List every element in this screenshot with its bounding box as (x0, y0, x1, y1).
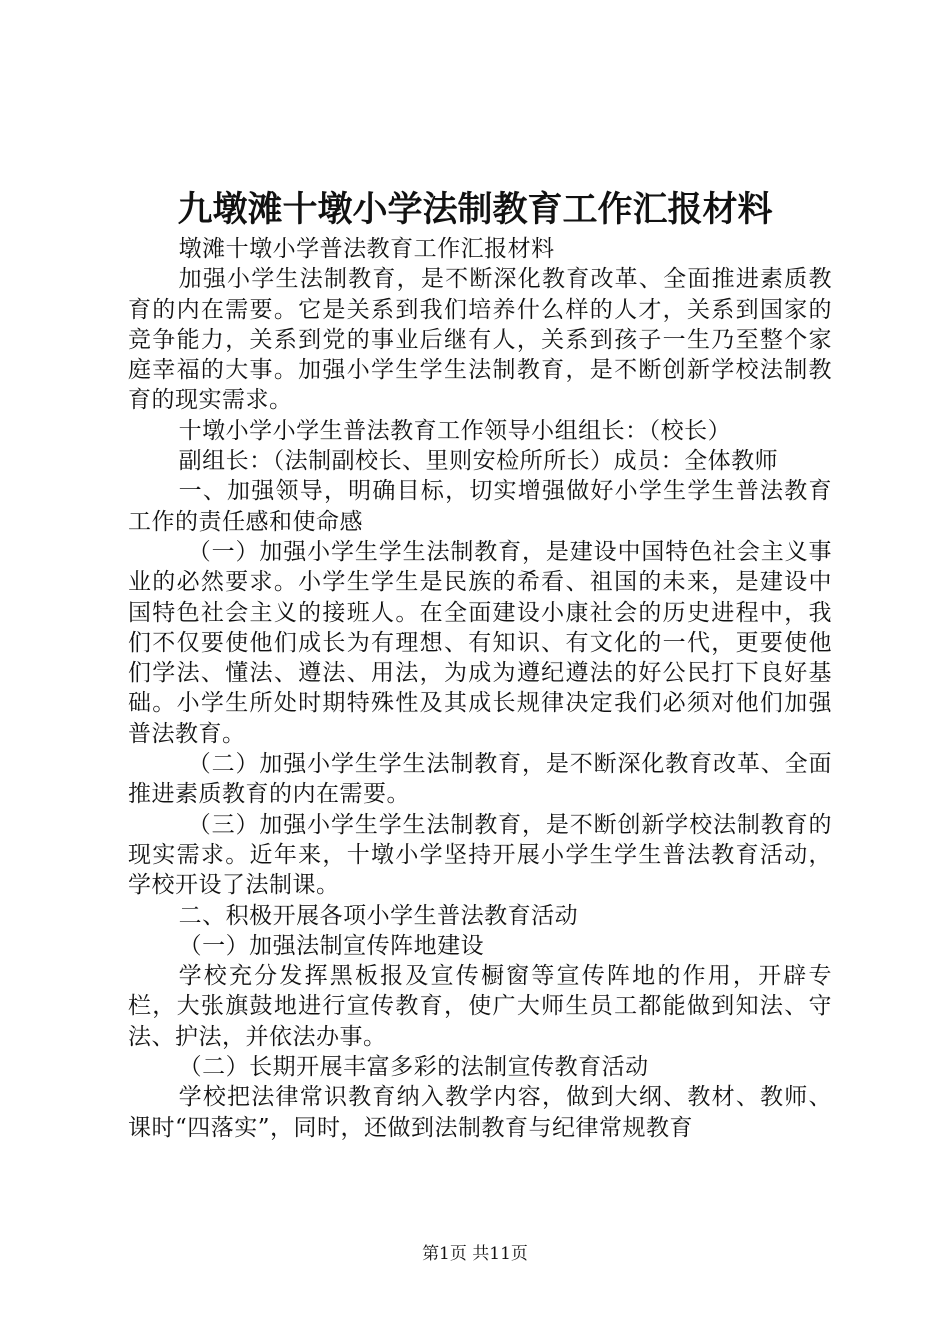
subtitle-paragraph: 墩滩十墩小学普法教育工作汇报材料 (178, 236, 555, 262)
body-paragraph: 十墩小学小学生普法教育工作领导小组组长：（校长） (178, 417, 732, 444)
body-paragraph: （三）加强小学生学生法制教育，是不断创新学校法制教育的现实需求。近年来，十墩小学坚持开展小学生学生普法教育活动，学校开设了法制课。 (128, 811, 832, 899)
section-heading: 二、积极开展各项小学生普法教育活动 (178, 902, 579, 929)
subsection-heading: （二）长期开展丰富多彩的法制宣传教育活动 (178, 1054, 649, 1081)
subsection-heading: （一）加强法制宣传阵地建设 (178, 932, 485, 959)
body-paragraph: 加强小学生法制教育，是不断深化教育改革、全面推进素质教育的内在需要。它是关系到我们培养什么样的人才，关系到国家的竞争能力，关系到党的事业后继有人，关系到孩子一生乃至整个家庭幸福的大事。加强小学生学生法制教育，是不断创新学校法制教育的现实需求。 (128, 266, 832, 414)
body-paragraph: 学校把法律常识教育纳入教学内容，做到大纲、教材、教师、课时“四落实”，同时，还做到法制教育与纪律常规教育 (128, 1084, 832, 1141)
section-heading: 一、加强领导，明确目标，切实增强做好小学生学生普法教育工作的责任感和使命感 (128, 478, 832, 535)
body-paragraph: 学校充分发挥黑板报及宣传橱窗等宣传阵地的作用，开辟专栏，大张旗鼓地进行宣传教育，使广大师生员工都能做到知法、守法、护法，并依法办事。 (128, 963, 832, 1050)
page-footer: 第1页 共11页 (422, 1244, 528, 1264)
document-body (128, 234, 832, 1143)
document-title: 九墩滩十墩小学法制教育工作汇报材料 (177, 189, 773, 230)
body-paragraph: （二）加强小学生学生法制教育，是不断深化教育改革、全面推进素质教育的内在需要。 (128, 751, 832, 808)
body-paragraph: 副组长：（法制副校长、里则安检所所长）成员：全体教师 (178, 448, 779, 475)
body-paragraph: （一）加强小学生学生法制教育，是建设中国特色社会主义事业的必然要求。小学生学生是民族的希看、祖国的未来，是建设中国特色社会主义的接班人。在全面建设小康社会的历史进程中，我们不仅要使他们成长为有理想、有知识、有文化的一代，更要使他们学法、懂法、遵法、用法，为成为遵纪遵法的好公民打下良好基础。小学生所处时期特殊性及其成长规律决定我们必须对他们加强普法教育。 (128, 538, 832, 747)
